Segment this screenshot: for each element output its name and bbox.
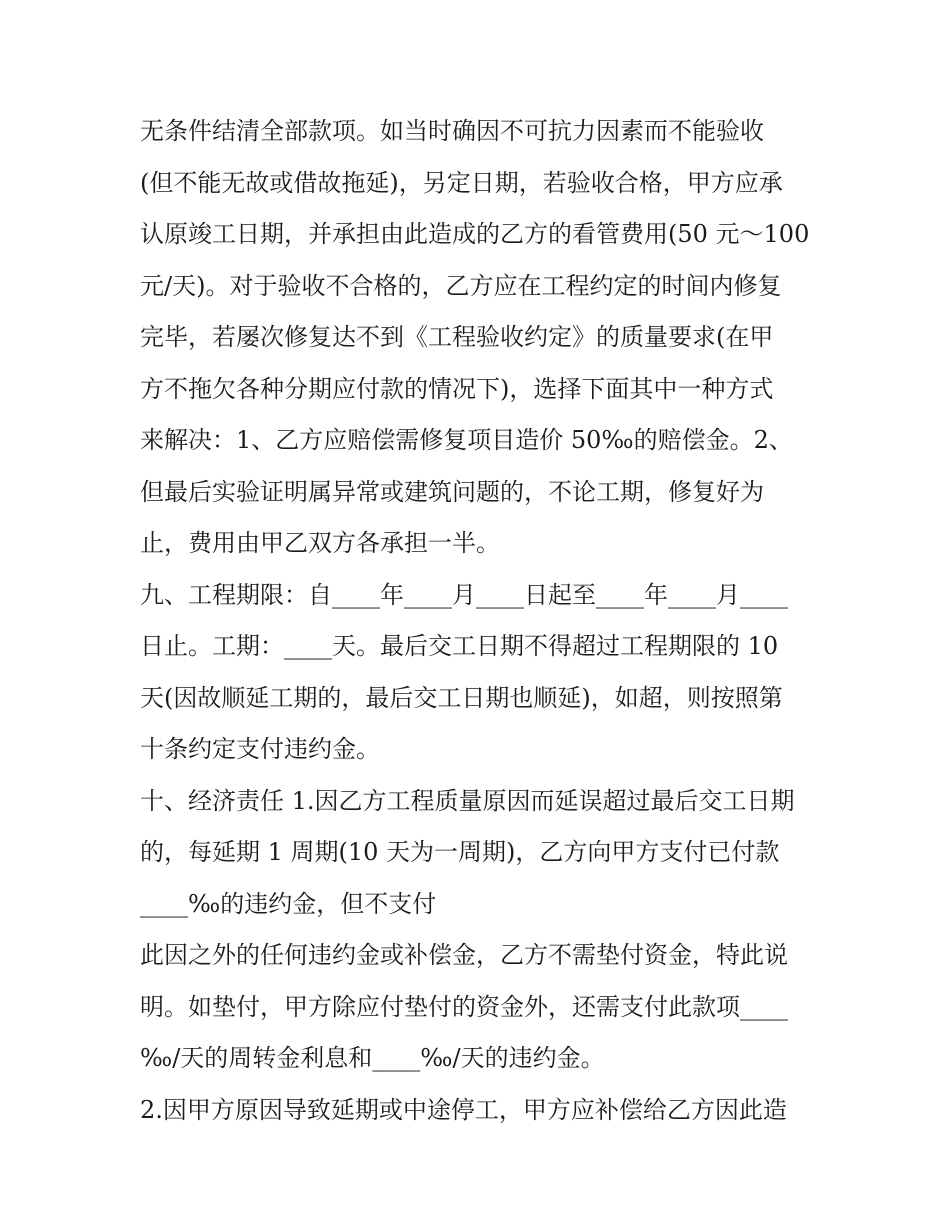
text-line: 认原竣工日期，并承担由此造成的乙方的看管费用(50 元～100 bbox=[140, 220, 810, 248]
text-line: 此因之外的任何违约金或补偿金，乙方不需垫付资金，特此说 bbox=[140, 941, 788, 969]
text-line: 天(因故顺延工期的，最后交工日期也顺延)，如超，则按照第 bbox=[140, 683, 783, 712]
text-line: 方不拖欠各种分期应付款的情况下)，选择下面其中一种方式 bbox=[140, 374, 774, 403]
text-line: ____‰的违约金，但不支付 bbox=[140, 889, 437, 918]
text-line: 十条约定支付违约金。 bbox=[140, 735, 380, 763]
section-nine-line: 九、工程期限：自____年____月____日起至____年____月____ bbox=[140, 580, 788, 609]
text-line: 元/天)。对于验收不合格的，乙方应在工程约定的时间内修复 bbox=[140, 271, 782, 300]
text-line: ‰/天的周转金利息和____‰/天的违约金。 bbox=[140, 1044, 605, 1072]
text-line: 无条件结清全部款项。如当时确因不可抗力因素而不能验收 bbox=[140, 117, 764, 145]
text-line: 完毕，若屡次修复达不到《工程验收约定》的质量要求(在甲 bbox=[140, 323, 774, 351]
text-line: 明。如垫付，甲方除应付垫付的资金外，还需支付此款项____ bbox=[140, 992, 788, 1021]
text-line: (但不能无故或借故拖延)，另定日期，若验收合格，甲方应承 bbox=[140, 168, 783, 197]
text-line: 但最后实验证明属异常或建筑问题的，不论工期，修复好为 bbox=[140, 477, 764, 506]
contract-body-text bbox=[140, 106, 820, 1136]
text-line: 2.因甲方原因导致延期或中途停工，甲方应补偿给乙方因此造 bbox=[140, 1095, 787, 1124]
text-line: 止，费用由甲乙双方各承担一半。 bbox=[140, 529, 500, 557]
text-line: 日止。工期：____天。最后交工日期不得超过工程期限的 10 bbox=[140, 632, 779, 660]
text-line: 来解决：1、乙方应赔偿需修复项目造价 50‰的赔偿金。2、 bbox=[140, 426, 793, 454]
text-line: 的，每延期 1 周期(10 天为一周期)，乙方向甲方支付已付款 bbox=[140, 838, 780, 866]
section-ten-line: 十、经济责任 1.因乙方工程质量原因而延误超过最后交工日期 bbox=[140, 786, 795, 815]
